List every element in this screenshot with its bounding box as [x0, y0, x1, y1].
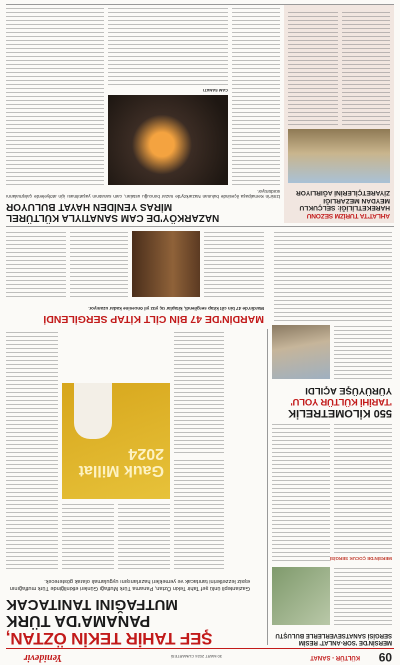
lead-headline-line1: ŞEF TAHİR TEKİN ÖZTAN, [6, 629, 213, 648]
gallery-headline-line2: 'TARİHİ KÜLTÜR YOLU' [290, 396, 392, 407]
masthead-divider [6, 648, 394, 649]
book-body-text-col1 [204, 231, 264, 297]
featured-deck: İzmir'in Kemalpaşa ilçesinde bulunan Nazarköy'de nazar boncuğu ustaları, cam sanatının yaşatılması için atölyelerde çalışmalarını sürdürüyor. [6, 188, 280, 199]
featured-body-text-col3 [108, 7, 228, 85]
ahlat-cemetery-photo [288, 129, 390, 183]
trail-photo [272, 325, 330, 379]
gallery-body-text-2 [274, 231, 392, 321]
lead-headline-line2: PANAMA'DA TÜRK [6, 612, 151, 629]
lead-body-text-col3 [118, 503, 170, 569]
gallery-body-text [334, 325, 392, 379]
featured-headline [6, 201, 280, 223]
lead-headline [6, 596, 222, 647]
mersin-exhibition-photo [272, 567, 330, 625]
poster-chef-figure [74, 383, 112, 439]
section-label: KÜLTÜR - SANAT [310, 654, 360, 660]
book-photo-shelves [132, 231, 200, 297]
gault-millau-poster-image [62, 383, 170, 499]
featured-body-text-col2 [232, 7, 280, 185]
mersin-body-text-2 [334, 423, 392, 553]
lead-deck: Gaziantepli ünlü şef Tahir Tekin Öztan, Panama Türk Mutfağı Günleri etkinliğinde Türk mutfağının eşsiz lezzetlerini tanıtacak ve yemekleri hazırlanışını uygulamalı olarak gösterecek. [9, 578, 250, 591]
featured-headline-line2: MİRAS YENİDEN HAYAT BULUYOR [6, 201, 173, 212]
mersin-subhead: MERSİN'DE ÇOCUK SERGİSİ [329, 556, 392, 561]
ahlat-headline-line3: MEYDAN MEZARLIĞI [323, 196, 390, 204]
ahlat-headline-line2: HAREKETLİLİĞİ: SELÇUKLU [299, 204, 390, 212]
gallery-headline-line1: 550 KİLOMETRELİK [288, 407, 392, 419]
lead-body-text-col1 [6, 329, 58, 569]
featured-body-text-col1 [6, 7, 104, 185]
book-body-text-col3 [6, 231, 66, 297]
ahlat-headline-line4: ZİYARETÇİLERİNİ AĞIRLIYOR [295, 189, 390, 197]
book-story-divider [267, 329, 268, 645]
gallery-headline-line3: YÜRÜYÜŞE AÇILDI [305, 385, 392, 396]
book-body-text-col2 [70, 231, 128, 297]
page-number: 09 [378, 650, 392, 664]
poster-text: Gauk Millat 2024 [78, 445, 164, 479]
featured-headline-line1: NAZARKÖY'DE CAM SANATIYLA KÜLTÜREL [6, 212, 220, 223]
ahlat-body-text-col2 [288, 9, 338, 125]
lead-body-text-col4 [174, 457, 224, 569]
glass-photo-caption: CAM SANATI [203, 88, 228, 93]
book-deck: Mardin'de 47 bin cilt kitap sergilendi, kitaplar üç yüz yıl öncesine kadar uzanıyor. [88, 306, 264, 311]
book-headline: MARDİN'DE 47 BİN CİLT KİTAP SERGİLENDİ [43, 313, 264, 325]
lead-body-text-col2 [62, 503, 114, 569]
masthead [0, 649, 400, 665]
page-bottom-rule [6, 4, 394, 5]
lead-body-text-col5 [174, 329, 224, 453]
lead-headline-line3: MUTFAĞINI TANITACAK [6, 596, 178, 613]
glass-workshop-photo [108, 95, 228, 185]
newspaper-logo: Yenidevir [23, 652, 62, 663]
issue-date: 30 MART 2024 CUMARTESİ [170, 654, 222, 659]
ahlat-headline [288, 189, 390, 219]
mersin-body-text-3 [272, 423, 330, 561]
mersin-headline: MERSİN'DE 'SOR-ANLAT' RESİM SERGİSİ SANATSEVERLERLE BULUŞTU [275, 632, 392, 645]
gallery-headline [274, 385, 392, 419]
mersin-body-text [334, 565, 392, 625]
featured-top-divider [6, 226, 394, 227]
ahlat-body-text-col1 [342, 9, 390, 125]
ahlat-headline-line1: AHLAT'TA TURİZM SEZONU [306, 212, 390, 219]
